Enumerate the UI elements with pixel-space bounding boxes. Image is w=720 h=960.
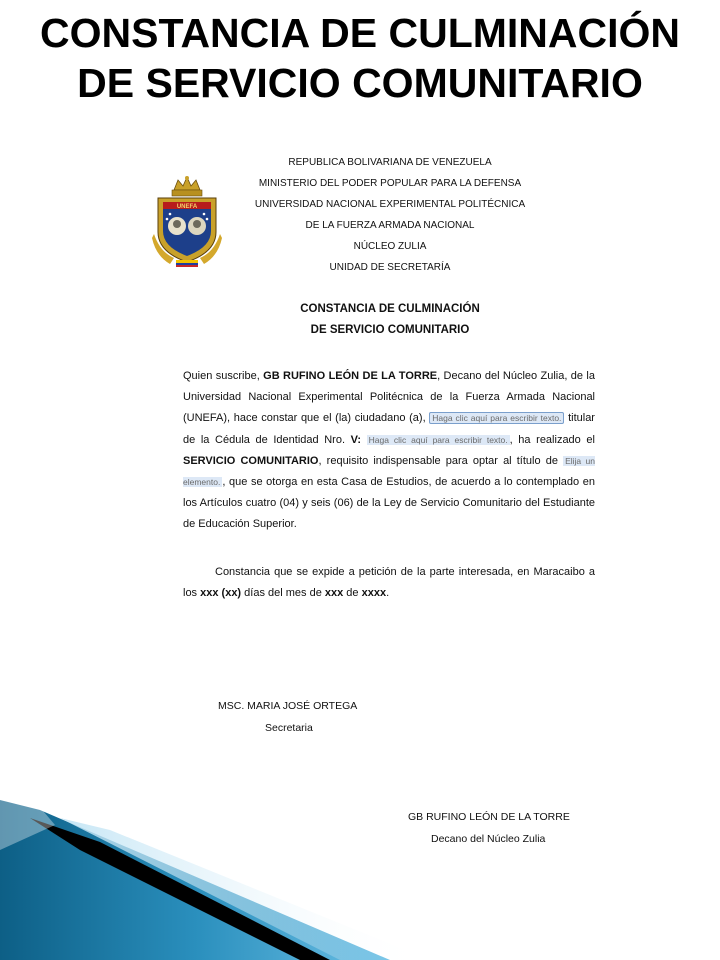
closing-text-3: de — [343, 587, 362, 600]
closing-year: xxxx — [361, 587, 387, 600]
signature-secretary-role: Secretaria — [265, 722, 313, 734]
dean-name-bold: GB RUFINO LEÓN DE LA TORRE — [263, 370, 438, 382]
closing-days: xxx (xx) — [200, 587, 242, 600]
document-body-paragraph — [183, 366, 595, 536]
closing-text-2: días del mes de — [241, 587, 325, 600]
degree-title-dropdown[interactable]: Elija un elemento. — [183, 455, 595, 488]
document-title-line1: CONSTANCIA DE CULMINACIÓN — [300, 303, 480, 315]
id-number-field[interactable]: Haga clic aquí para escribir texto. — [368, 434, 508, 445]
signature-dean-role: Decano del Núcleo Zulia — [431, 833, 546, 845]
header-line: REPUBLICA BOLIVARIANA DE VENEZUELA — [288, 157, 492, 168]
document-title-line2: DE SERVICIO COMUNITARIO — [310, 324, 470, 336]
header-line: UNIDAD DE SECRETARÍA — [329, 262, 451, 273]
id-prefix-bold: V: — [350, 433, 362, 446]
closing-paragraph — [183, 562, 595, 604]
header-line: UNIVERSIDAD NACIONAL EXPERIMENTAL POLITÉCNICA — [254, 199, 526, 210]
decorative-corner-swoosh — [0, 760, 720, 960]
signature-secretary-name: MSC. MARIA JOSÉ ORTEGA — [218, 700, 358, 712]
body-text-5: , requisito indispensable para optar al título de — [318, 454, 564, 467]
body-text-6: , que se otorga en esta Casa de Estudios, de acuerdo a lo contemplado en los Artículos cuatro (04) y seis (06) de la Ley de Servicio Comunitario del Estudiante de Educación Superior. — [183, 476, 595, 531]
body-text-1: Quien suscribe, — [183, 370, 264, 382]
header-line: MINISTERIO DEL PODER POPULAR PARA LA DEFENSA — [258, 178, 522, 189]
signature-dean-name: GB RUFINO LEÓN DE LA TORRE — [408, 811, 570, 823]
slide-title-line1: CONSTANCIA DE CULMINACIÓN — [39, 10, 681, 56]
slide-title-line2: DE SERVICIO COMUNITARIO — [77, 60, 643, 106]
body-text-4: , ha realizado el — [509, 433, 595, 446]
student-name-field[interactable]: Haga clic aquí para escribir texto. — [429, 412, 564, 424]
closing-text-4: . — [386, 587, 390, 600]
header-line: DE LA FUERZA ARMADA NACIONAL — [305, 220, 475, 231]
body-text-2: , Decano del Núcleo Zulia, de la Universidad Nacional Experimental Politécnica de la Fuerza Armada Nacional (UNEFA), hace constar que el (la) ciudadano (a), — [183, 370, 595, 425]
closing-text-1: Constancia que se expide a petición de la parte interesada, en Maracaibo a los — [183, 566, 595, 600]
closing-month: xxx — [324, 587, 344, 600]
crest-text: UNEFA — [176, 204, 198, 210]
service-bold: SERVICIO COMUNITARIO — [183, 454, 319, 467]
header-line: NÚCLEO ZULIA — [353, 241, 427, 252]
body-text-3: titular de la Cédula de Identidad Nro. — [183, 412, 595, 446]
